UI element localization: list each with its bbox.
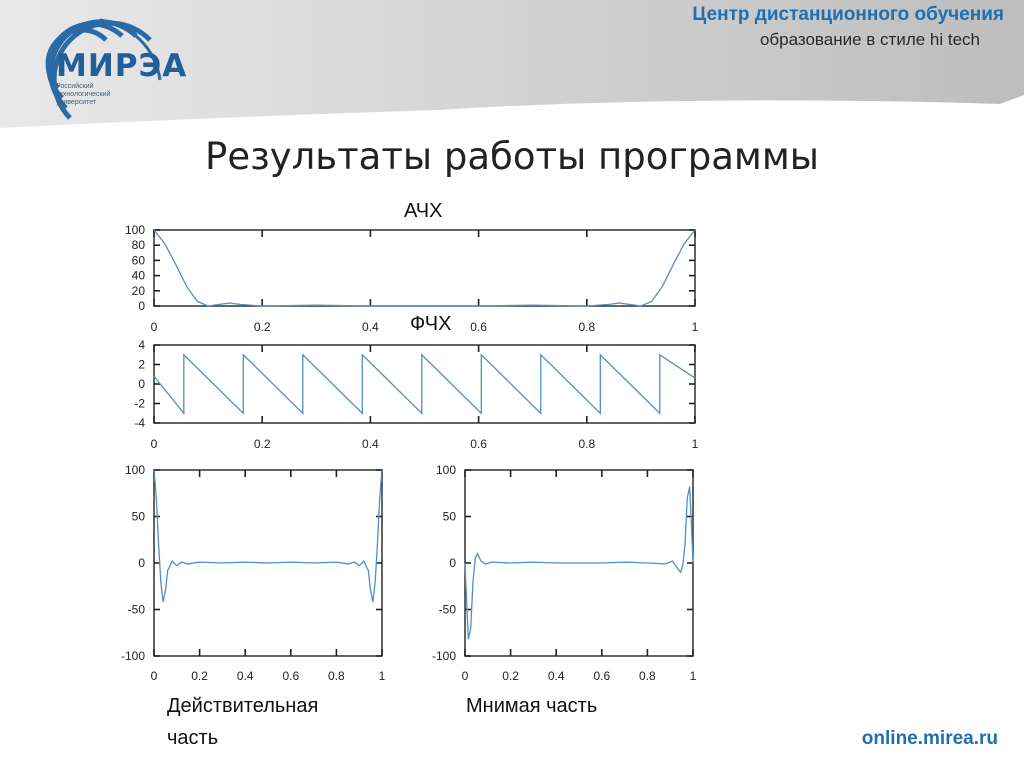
imag-ytick-label: -50	[438, 602, 456, 617]
imag-xtick-label: 0.6	[593, 669, 611, 683]
amplitude-ytick-label: 80	[131, 238, 145, 253]
caption-real-part: Действительная часть	[167, 695, 319, 749]
amplitude-ytick-label: 40	[131, 268, 145, 283]
phase-xtick-label: 0.8	[578, 437, 596, 451]
amplitude-xtick-label: 0.2	[253, 320, 271, 334]
real-ytick-label: -50	[127, 602, 145, 617]
logo-text: МИРЭА	[56, 48, 188, 84]
phase-xtick-label: 1	[691, 437, 699, 451]
amplitude-xtick-label: 0.4	[362, 320, 379, 334]
amplitude-ytick-label: 60	[131, 253, 145, 268]
chart-title-amplitude: АЧХ	[404, 200, 443, 222]
amplitude-plot-frame	[154, 230, 695, 306]
logo-subtitle: Российский технологический университет	[56, 83, 111, 106]
real-ytick-label: -100	[120, 649, 145, 663]
imag-ytick-label: 50	[442, 509, 456, 524]
amplitude-ytick-label: 20	[131, 283, 145, 298]
real-xtick-label: 0.2	[191, 669, 208, 683]
imag-xtick-label: 1	[689, 669, 697, 683]
real-xtick-label: 0.8	[328, 669, 345, 683]
amplitude-xtick-label: 0	[150, 320, 158, 334]
chart-title-phase: ФЧХ	[410, 313, 452, 335]
real-ytick-label: 0	[138, 556, 145, 570]
imag-xtick-label: 0.4	[547, 669, 565, 683]
center-subtitle: образование в стиле hi tech	[759, 30, 980, 49]
phase-ytick-label: 4	[138, 338, 145, 352]
amplitude-ytick-label: 0	[138, 299, 145, 313]
imag-xtick-label: 0.8	[639, 669, 656, 683]
real-ytick-label: 100	[124, 463, 145, 477]
phase-xtick-label: 0	[150, 437, 158, 451]
center-title: Центр дистанционного обучения	[692, 4, 1004, 25]
imag-xtick-label: 0.2	[502, 669, 519, 683]
amplitude-xtick-label: 0.6	[470, 320, 487, 334]
amplitude-ytick-label: 100	[124, 223, 145, 237]
phase-xtick-label: 0.6	[470, 437, 487, 451]
phase-xtick-label: 0.4	[362, 437, 379, 451]
caption-imaginary-part: Мнимая часть	[466, 695, 598, 717]
real-xtick-label: 0.4	[236, 669, 254, 683]
imag-xtick-label: 0	[461, 669, 469, 683]
phase-xtick-label: 0.2	[253, 437, 271, 451]
phase-ytick-label: -2	[134, 396, 145, 411]
amplitude-xtick-label: 1	[691, 320, 699, 334]
footer-url: online.mirea.ru	[861, 728, 998, 749]
amplitude-xtick-label: 0.8	[578, 320, 596, 334]
real-xtick-label: 0	[150, 669, 158, 683]
phase-ytick-label: 0	[138, 377, 145, 391]
real-xtick-label: 1	[378, 669, 386, 683]
real-ytick-label: 50	[131, 509, 145, 524]
phase-ytick-label: -4	[134, 416, 145, 430]
phase-ytick-label: 2	[138, 357, 145, 372]
imag-ytick-label: 100	[435, 463, 456, 477]
imag-ytick-label: -100	[431, 649, 456, 663]
imag-ytick-label: 0	[449, 556, 456, 570]
real-xtick-label: 0.6	[282, 669, 300, 683]
slide-title: Результаты работы программы	[205, 135, 819, 178]
